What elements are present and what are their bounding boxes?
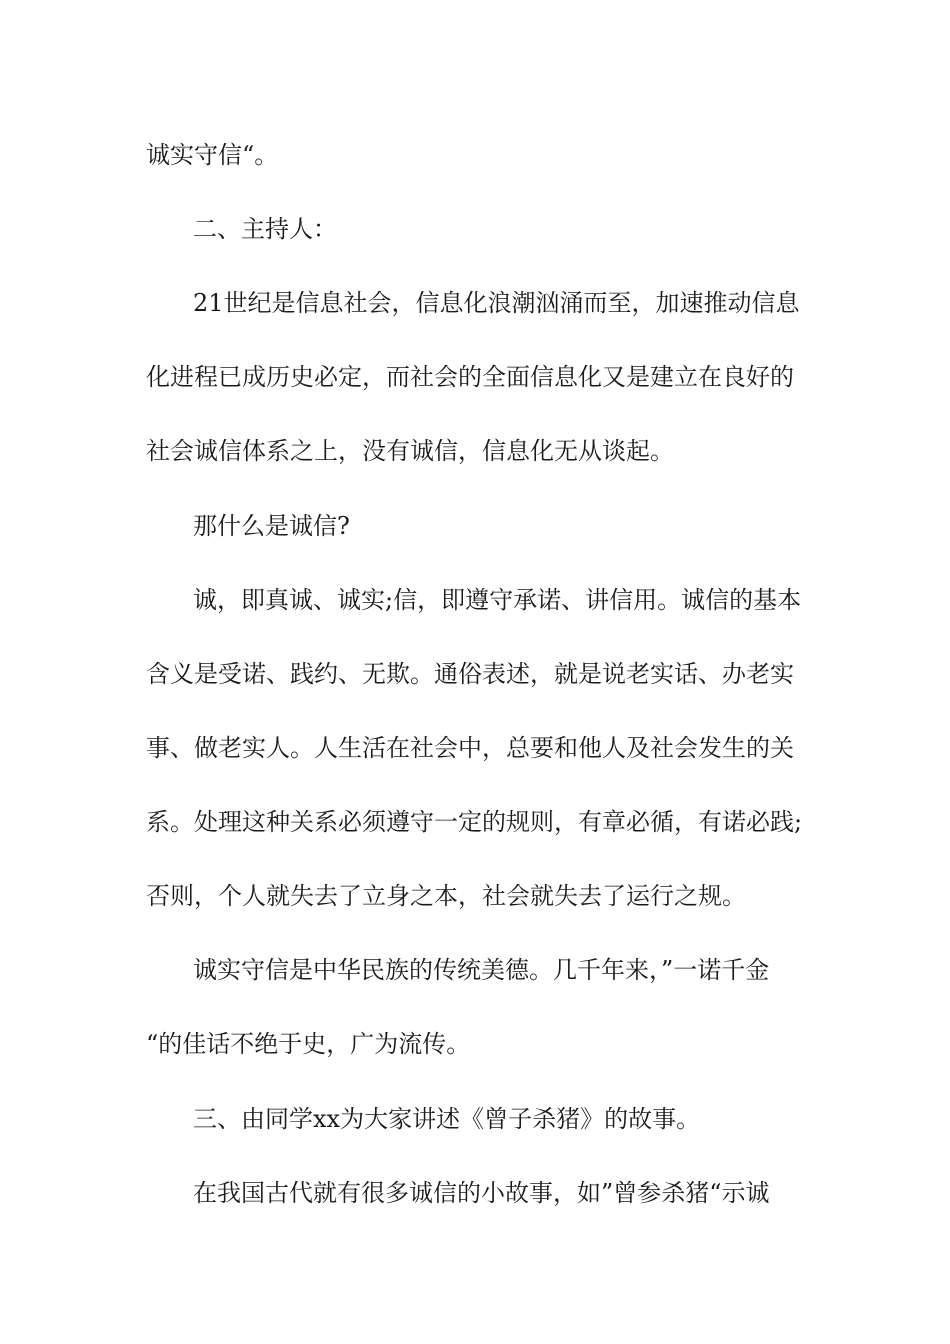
section-heading: 三、由同学xx为大家讲述《曾子杀猪》的故事。 bbox=[193, 1105, 701, 1133]
text-line: 否则，个人就失去了立身之本，社会就失去了运行之规。 bbox=[146, 882, 746, 910]
text-line: 21世纪是信息社会，信息化浪潮汹涌而至，加速推动信息 bbox=[193, 289, 800, 317]
text-line: 那什么是诚信? bbox=[193, 512, 350, 540]
section-heading: 二、主持人： bbox=[193, 215, 337, 243]
text-line: 社会诚信体系之上，没有诚信，信息化无从谈起。 bbox=[146, 437, 674, 465]
text-line: 诚实守信是中华民族的传统美德。几千年来，”一诺千金 bbox=[193, 956, 770, 984]
text-line: 诚实守信“。 bbox=[146, 141, 279, 169]
text-line: 诚，即真诚、诚实;信，即遵守承诺、讲信用。诚信的基本 bbox=[193, 586, 802, 614]
text-line: “的佳话不绝于史，广为流传。 bbox=[146, 1030, 471, 1058]
text-line: 系。处理这种关系必须遵守一定的规则，有章必循，有诺必践; bbox=[146, 808, 803, 836]
text-line: 化进程已成历史必定，而社会的全面信息化又是建立在良好的 bbox=[146, 363, 794, 391]
text-line: 事、做老实人。人生活在社会中，总要和他人及社会发生的关 bbox=[146, 734, 794, 762]
text-line: 含义是受诺、践约、无欺。通俗表述，就是说老实话、办老实 bbox=[146, 660, 794, 688]
text-line: 在我国古代就有很多诚信的小故事，如”曾参杀猪“示诚 bbox=[193, 1179, 770, 1207]
